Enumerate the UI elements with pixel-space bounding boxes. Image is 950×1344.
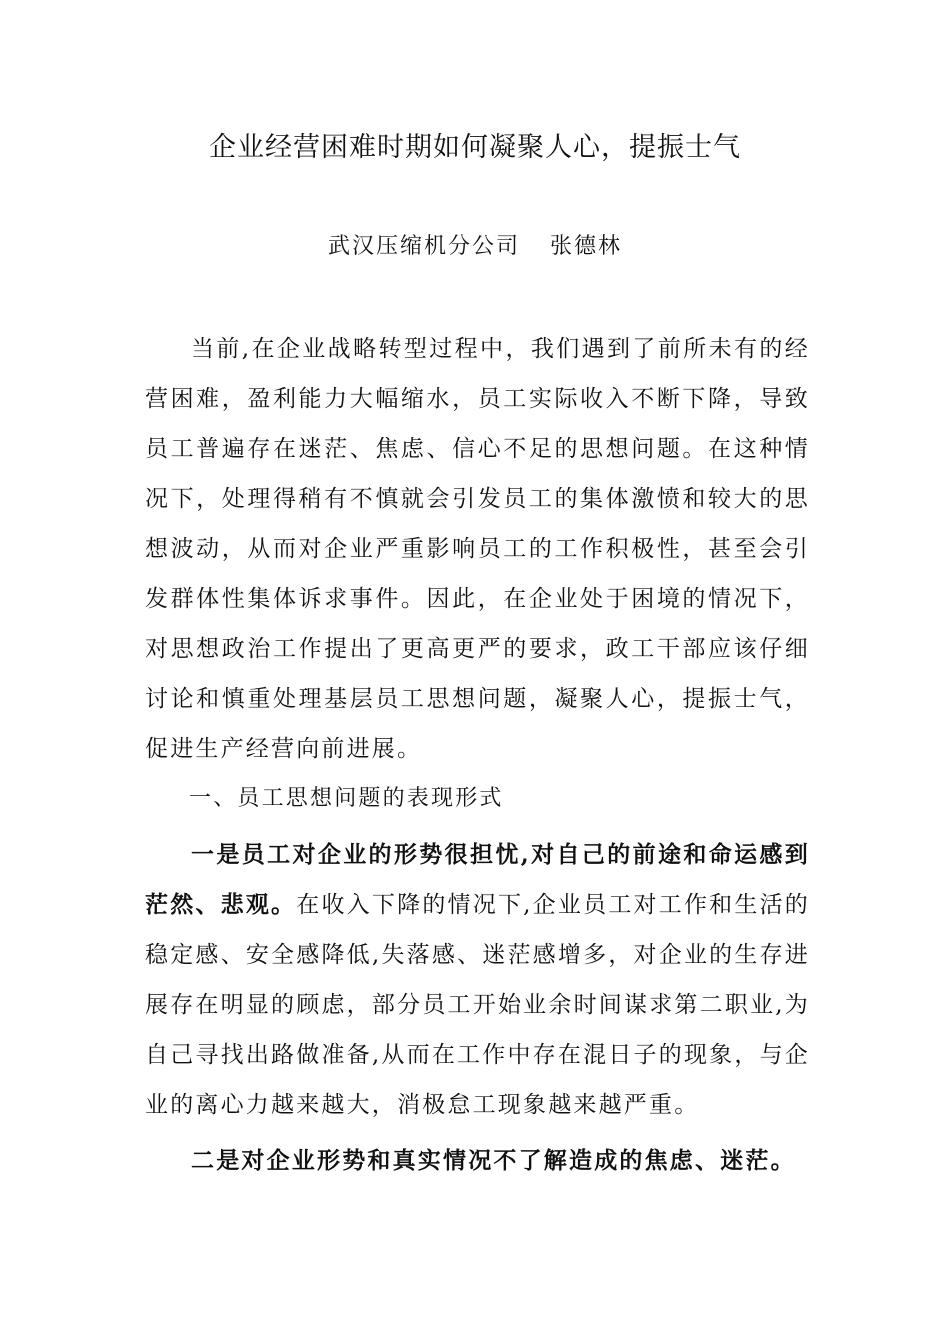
byline: [0, 230, 950, 264]
document-body: [145, 324, 810, 1186]
intro-paragraph: 当前,在企业战略转型过程中，我们遇到了前所未有的经营困难，盈利能力大幅缩水，员工实际收入不断下降，导致员工普遍存在迷茫、焦虑、信心不足的思想问题。在这种情况下，处理得稍有不慎就会引发员工的集体激愤和较大的思想波动，从而对企业严重影响员工的工作积极性，甚至会引发群体性集体诉求事件。因此，在企业处于困境的情况下，对思想政治工作提出了更高更严的要求，政工干部应该仔细讨论和慎重处理基层员工思想问题，凝聚人心，提振士气，促进生产经营向前进展。: [145, 336, 810, 762]
author-name: 张德林: [550, 234, 623, 259]
point-one-lead: 一是员工对企业的形势很担忧,对自己的前途和命运感到茫然、悲观。: [145, 841, 810, 918]
point-one-body: 在收入下降的情况下,企业员工对工作和生活的稳定感、安全感降低,失落感、迷茫感增多，对企业的生存进展存在明显的顾虑，部分员工开始业余时间谋求第二职业,为自己寻找出路做准备,从而在工作中存在混日子的现象，与企业的离心力越来越大，消极怠工现象越来越严重。: [145, 892, 810, 1118]
point-one-paragraph: [145, 830, 810, 1130]
document-title: 企业经营困难时期如何凝聚人心，提振士气: [209, 132, 741, 163]
author-organization: 武汉压缩机分公司: [327, 234, 520, 259]
section-heading: 一、员工思想问题的表现形式: [189, 786, 504, 811]
point-two-paragraph: [145, 1136, 810, 1186]
point-two-lead: 二是对企业形势和真实情况不了解造成的焦虑、迷茫。: [191, 1147, 796, 1174]
